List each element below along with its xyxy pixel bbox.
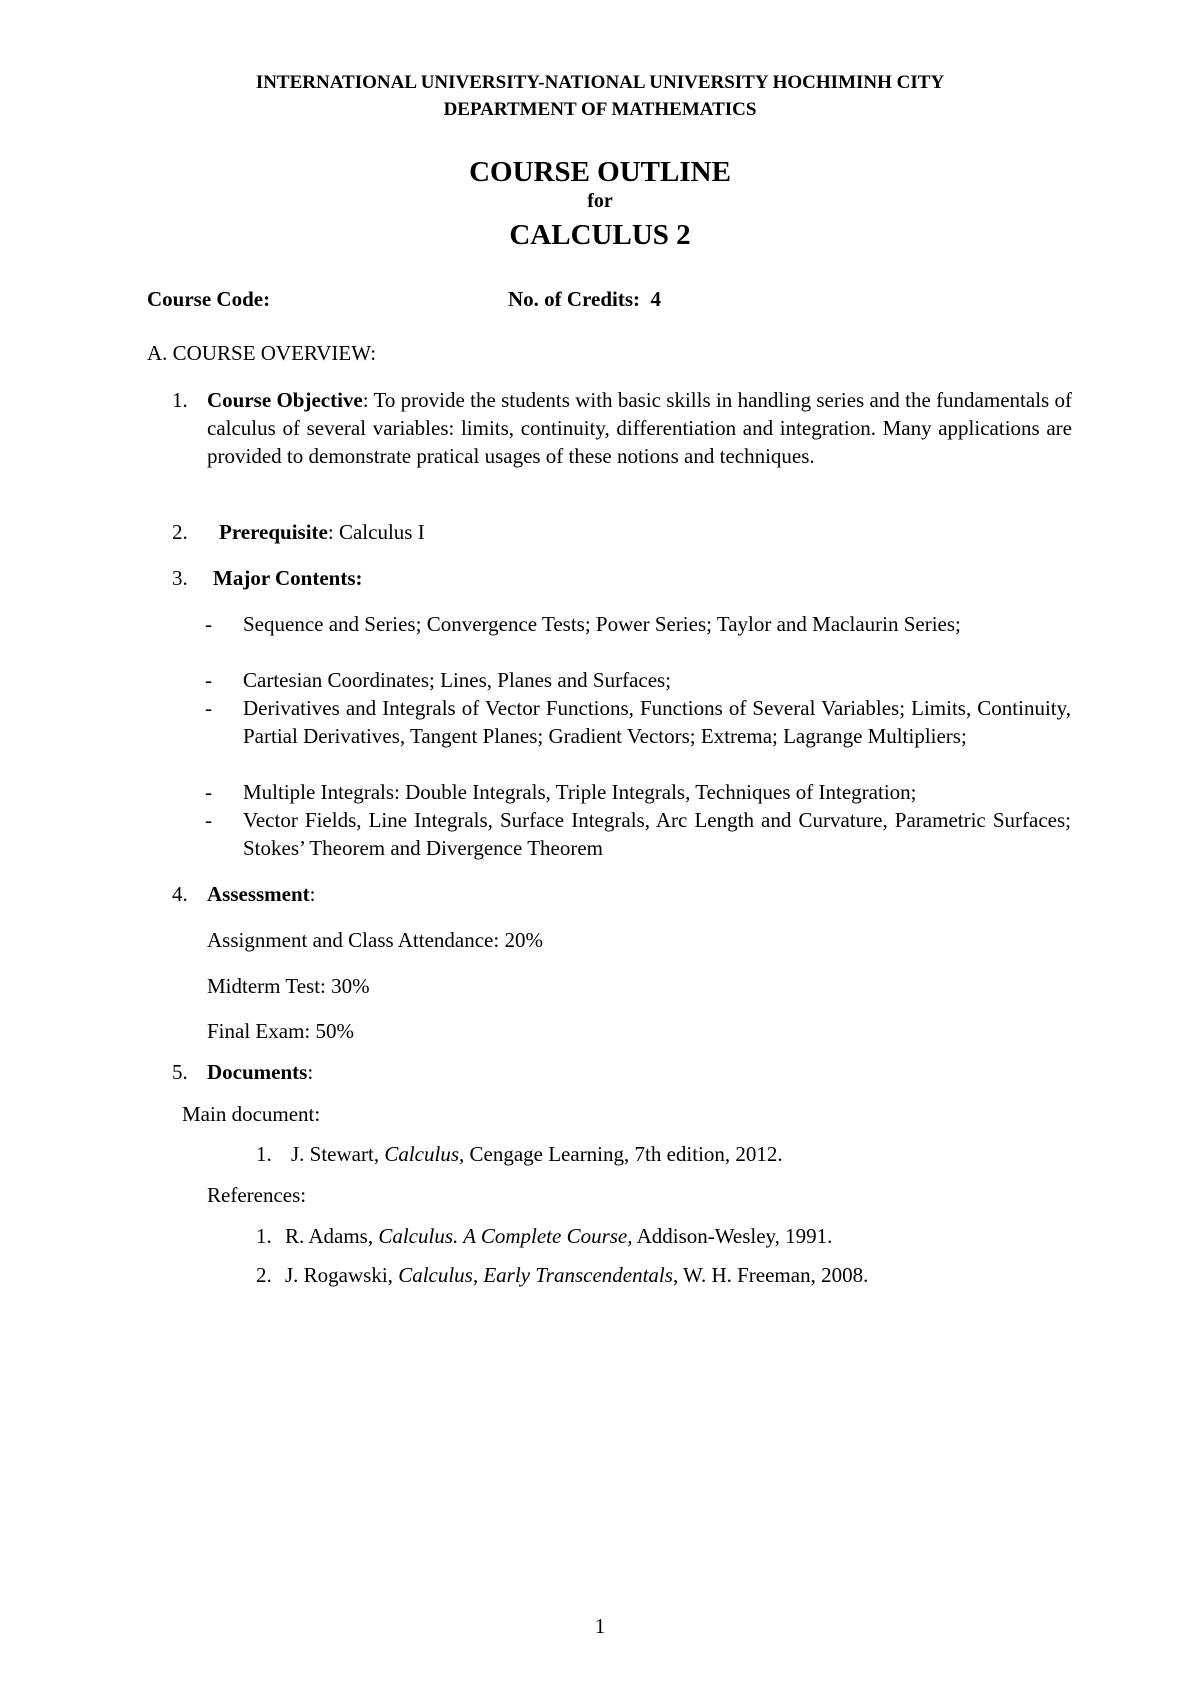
reference-title: Calculus, Early Transcendentals xyxy=(398,1263,673,1287)
bullet-dash: - xyxy=(205,612,212,636)
reference-author: R. Adams, xyxy=(285,1224,379,1248)
main-document-number: 1. xyxy=(256,1142,272,1166)
document-title: COURSE OUTLINE xyxy=(469,156,731,188)
main-document-label: Main document: xyxy=(182,1102,321,1126)
assessment-colon: : xyxy=(309,882,316,906)
objective-paragraph xyxy=(207,386,1072,470)
content-item: Sequence and Series; Convergence Tests; Power Series; Taylor and Maclaurin Series; xyxy=(243,612,961,636)
main-document-rest: Cengage Learning, 7th edition, 2012. xyxy=(464,1142,783,1166)
main-document-title: Calculus, xyxy=(384,1142,465,1166)
department-name: DEPARTMENT OF MATHEMATICS xyxy=(443,99,757,120)
bullet-dash: - xyxy=(205,696,212,720)
content-item: Multiple Integrals: Double Integrals, Triple Integrals, Techniques of Integration; xyxy=(243,780,917,804)
major-contents-label: Major Contents: xyxy=(213,566,363,590)
reference-title: Calculus. A Complete Course, xyxy=(378,1224,633,1248)
reference-rest: , W. H. Freeman, 2008. xyxy=(672,1263,869,1287)
course-title: CALCULUS 2 xyxy=(509,219,691,251)
credits-label: No. of Credits: xyxy=(508,287,641,311)
objective-label: Course Objective xyxy=(207,388,363,412)
main-document-author: J. Stewart, xyxy=(291,1142,385,1166)
reference-number: 2. xyxy=(256,1263,272,1287)
documents-label: Documents xyxy=(207,1060,308,1084)
assessment-number: 4. xyxy=(172,882,188,906)
page-number: 1 xyxy=(594,1614,606,1638)
prerequisite-label: Prerequisite xyxy=(219,520,328,544)
content-item: Vector Fields, Line Integrals, Surface Integrals, Arc Length and Curvature, Parametric Surfaces; Stokes’ Theorem and Divergence Theorem xyxy=(243,808,1071,860)
references-label: References: xyxy=(207,1183,307,1207)
assessment-label: Assessment xyxy=(207,882,310,906)
objective-text: : To provide the students with basic skills in handling series and the fundamentals of calculus of several variables: limits, continuity, differentiation and integration. Many applications are provided to demonstrate pratical usages of these notions and techniques. xyxy=(207,388,1072,468)
assessment-item: Assignment and Class Attendance: 20% xyxy=(207,928,543,952)
documents-number: 5. xyxy=(172,1060,188,1084)
major-contents-number: 3. xyxy=(172,566,188,590)
prerequisite-line xyxy=(219,518,425,546)
reference-entry xyxy=(285,1222,832,1250)
prerequisite-number: 2. xyxy=(172,520,188,544)
assessment-item: Midterm Test: 30% xyxy=(207,974,370,998)
bullet-dash: - xyxy=(205,780,212,804)
content-item: Cartesian Coordinates; Lines, Planes and Surfaces; xyxy=(243,668,672,692)
section-a-heading: A. COURSE OVERVIEW: xyxy=(147,341,377,365)
main-document-entry xyxy=(291,1140,783,1168)
bullet-dash: - xyxy=(205,808,212,832)
title-for: for xyxy=(587,190,613,212)
credits-value: 4 xyxy=(650,287,662,311)
assessment-heading xyxy=(207,880,316,908)
content-item: Derivatives and Integrals of Vector Functions, Functions of Several Variables; Limits, Continuity, Partial Derivatives, Tangent Planes; Gradient Vectors; Extrema; Lagrange Multipliers; xyxy=(243,696,1071,748)
reference-entry xyxy=(285,1261,868,1289)
documents-colon: : xyxy=(307,1060,314,1084)
course-code-label: Course Code: xyxy=(147,287,271,311)
objective-number: 1. xyxy=(172,388,188,412)
bullet-dash: - xyxy=(205,668,212,692)
documents-heading xyxy=(207,1058,313,1086)
reference-number: 1. xyxy=(256,1224,272,1248)
prerequisite-text: : Calculus I xyxy=(327,520,425,544)
reference-rest: Addison-Wesley, 1991. xyxy=(632,1224,833,1248)
assessment-item: Final Exam: 50% xyxy=(207,1019,354,1043)
reference-author: J. Rogawski, xyxy=(285,1263,399,1287)
credits xyxy=(508,285,661,313)
university-name: INTERNATIONAL UNIVERSITY-NATIONAL UNIVERSITY HOCHIMINH CITY xyxy=(255,72,945,93)
